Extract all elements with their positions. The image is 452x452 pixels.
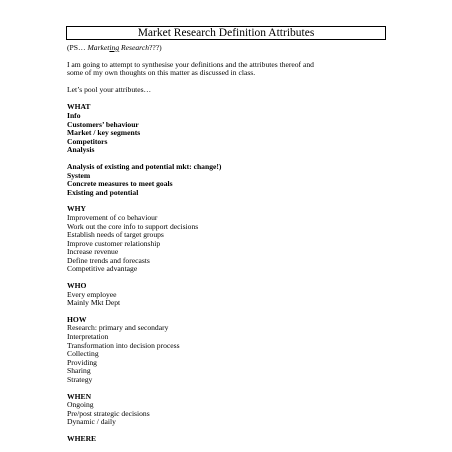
document-body xyxy=(67,44,397,444)
list-item: Transformation into decision process xyxy=(67,340,180,350)
ps-suffix: ???) xyxy=(149,43,162,52)
section-heading: HOW xyxy=(67,314,87,324)
list-item: Strategy xyxy=(67,375,93,384)
section-heading: WHEN xyxy=(67,391,92,401)
pool-line: Let’s pool your attributes… xyxy=(67,84,152,94)
list-item: Concrete measures to meet goals xyxy=(67,179,173,189)
list-item: Mainly Mkt Dept xyxy=(67,298,121,308)
list-item: Competitive advantage xyxy=(67,264,138,274)
list-item: Analysis xyxy=(67,145,95,155)
list-item: Every employee xyxy=(67,289,117,299)
ps-italic-a: Market xyxy=(87,43,110,52)
list-item: Customers’ behaviour xyxy=(67,119,139,129)
list-item: Improvement of co behaviour xyxy=(67,212,158,222)
document-title: Market Research Definition Attributes xyxy=(66,26,386,40)
ps-line xyxy=(67,44,397,53)
list-item: Establish needs of target groups xyxy=(67,230,164,240)
list-item: Define trends and forecasts xyxy=(67,255,150,265)
list-item: Increase revenue xyxy=(67,247,119,257)
section-who xyxy=(67,282,397,308)
list-item: Providing xyxy=(67,357,97,367)
list-item: Work out the core info to support decisions xyxy=(67,221,199,231)
list-item: Analysis of existing and potential mkt: change!) xyxy=(67,161,222,171)
list-item: Interpretation xyxy=(67,332,109,342)
list-item: Sharing xyxy=(67,366,91,376)
list-item: Ongoing xyxy=(67,400,94,410)
section-where xyxy=(67,435,397,444)
section-when xyxy=(67,393,397,427)
list-item: Existing and potential xyxy=(67,187,139,197)
list-item: Improve customer relationship xyxy=(67,238,161,248)
section-heading: WHO xyxy=(67,281,87,291)
section-analysis xyxy=(67,163,397,197)
section-heading: WHERE xyxy=(67,433,97,443)
ps-italic-underlined: ing xyxy=(109,43,120,52)
section-what xyxy=(67,103,397,155)
intro-line-1: I am going to attempt to synthesise your definitions and the attributes thereof and xyxy=(67,59,314,69)
list-item: Market / key segments xyxy=(67,128,141,138)
list-item: Competitors xyxy=(67,136,108,146)
list-item: Pre/post strategic decisions xyxy=(67,408,150,418)
ps-prefix: (PS… xyxy=(67,43,88,52)
section-why xyxy=(67,205,397,274)
list-item: System xyxy=(67,170,91,180)
section-heading: WHY xyxy=(67,204,86,214)
intro-line-2: some of my own thoughts on this matter as discussed in class. xyxy=(67,68,256,78)
section-how xyxy=(67,316,397,385)
ps-italic-b: Research xyxy=(119,43,149,52)
list-item: Collecting xyxy=(67,349,99,359)
list-item: Info xyxy=(67,110,81,120)
list-item: Dynamic / daily xyxy=(67,417,116,427)
list-item: Research: primary and secondary xyxy=(67,323,169,333)
section-heading: WHAT xyxy=(67,102,91,112)
